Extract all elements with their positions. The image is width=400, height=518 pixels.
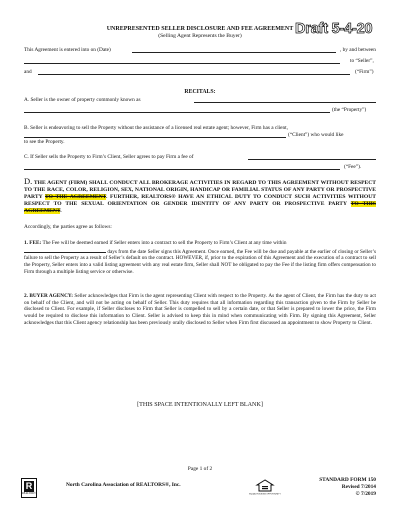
recital-a-end: (the “Property”)	[332, 107, 367, 113]
agreed-line: Accordingly, the parties agree as follows:	[24, 224, 112, 230]
recitals-heading: RECITALS:	[184, 89, 216, 95]
struck-text-1: TO THE AGREEMENT	[45, 194, 106, 200]
property-address-field-2[interactable]	[24, 112, 330, 113]
recital-a-text: A. Seller is the owner of property commonly known as	[24, 97, 141, 103]
section-d-letter: D.	[24, 176, 33, 186]
page-number: Page 1 of 2	[187, 466, 213, 472]
seller-name-field[interactable]	[24, 63, 340, 64]
eho-caption: EQUAL HOUSING OPPORTUNITY	[249, 493, 281, 496]
realtor-caption: REALTOR®	[22, 492, 36, 495]
firm-label: (“Firm”)	[355, 69, 374, 75]
struck-text-2: TO THIS AGREEMENT	[24, 201, 376, 214]
buyer-agency-text: Seller acknowledges that Firm is the agent representing Client with respect to the Property. As the agent of Client, the Firm has the duty to act on behalf of the Client, and will not be acting on behalf of Seller. This duty requires that all information regarding this transaction given to the Firm by Seller be disclosed to Client. For example, if Seller discloses to Firm that Seller is compelled to sell by a certain date, or that Seller is prepared to lower the price, the Firm would be required to disclose this information to Client. Seller is advised to keep this in mind when communicating with Firm. By signing this Agreement, Seller acknowledges that this Client agency relationship has been previously orally disclosed to Seller when Firm first discussed an appointment to show Property to Client.	[24, 293, 376, 326]
revised-date: Revised 7/2014	[341, 484, 376, 490]
recital-b-text: B. Seller is endeavoring to sell the Property without the assistance of a licensed real estate agent; however, Firm has a client,	[24, 125, 288, 131]
copyright-date: © 7/2019	[355, 491, 376, 497]
and-label: and	[24, 69, 32, 75]
date-field[interactable]	[132, 52, 336, 53]
fee-clause	[24, 240, 376, 276]
client-name-field[interactable]	[24, 137, 286, 138]
recital-c-text: C. If Seller sells the Property to Firm’s Client, Seller agrees to pay Firm a fee of	[24, 154, 194, 160]
fee-label: 1. FEE:	[24, 240, 42, 246]
equal-housing-opportunity-icon	[249, 479, 281, 496]
realtor-logo-icon	[21, 478, 37, 498]
fee-amount-field-2[interactable]	[24, 169, 340, 170]
seller-label: to “Seller”,	[350, 58, 374, 64]
firm-name-field[interactable]	[38, 74, 350, 75]
intro-date-label: This Agreement is entered into on (Date)	[24, 47, 111, 53]
buyer-agency-clause	[24, 293, 376, 327]
fair-housing-part2: . FURTHER, REALTORS® HAVE AN ETHICAL DUTY TO CONDUCT SUCH ACTIVITIES WITHOUT RESPECT TO THE SEXUAL ORIENTATION OR GENDER IDENTITY OF ANY PARTY OR PROSPECTIVE PARTY	[24, 194, 376, 207]
recital-c-end: (“Fee”).	[344, 164, 362, 170]
fee-rest: days from the date Seller signs this Agreement. Once earned, the Fee will be due and payable at the earlier of closing or Seller’s failure to sell the Property as a result of Seller’s default on the contract. HOWEVER, if, prior to the expiration of this Agreement and the execution of a contract to sell the Property, Seller enters into a valid listing agreement with any real estate firm, Seller shall NOT be obligated to pay the Fee if the listing firm offers compensation to Firm through a multiple listing service or otherwise.	[24, 248, 377, 275]
property-address-field[interactable]	[194, 102, 376, 103]
recital-b-end: (“Client”) who would like	[288, 132, 344, 138]
association-name: North Carolina Association of REALTORS®, Inc.	[66, 482, 181, 488]
fee-amount-field[interactable]	[248, 159, 376, 160]
blank-space-notice: [THIS SPACE INTENTIONALLY LEFT BLANK]	[137, 402, 263, 408]
fair-housing-clause	[24, 178, 376, 215]
document-subtitle: (Selling Agent Represents the Buyer)	[158, 33, 242, 39]
intro-by-and-between: , by and between	[340, 47, 376, 53]
fair-housing-part1: THE AGENT (FIRM) SHALL CONDUCT ALL BROKERAGE ACTIVITIES IN REGARD TO THIS AGREEMENT WITHOUT RESPECT TO THE RACE, COLOR, RELIGION, SEX, NATIONAL ORIGIN, HANDICAP OR FAMILIAL STATUS OF ANY PARTY OR PROSPECTIVE PARTY	[24, 180, 376, 200]
realtor-mark: R	[25, 481, 33, 491]
fee-days-field[interactable]	[24, 247, 106, 253]
fee-line1: The Fee will be deemed earned if Seller enters into a contract to sell the Property to Firm’s Client at any time within	[42, 240, 287, 246]
form-number: STANDARD FORM 150	[319, 477, 376, 483]
fair-housing-part3: .	[60, 208, 62, 214]
buyer-agency-label: 2. BUYER AGENCY:	[24, 293, 73, 299]
draft-stamp: Draft 5-4-20	[295, 21, 373, 37]
document-title: UNREPRESENTED SELLER DISCLOSURE AND FEE AGREEMENT	[106, 26, 294, 32]
recital-b-cont: to see the Property.	[24, 139, 65, 145]
